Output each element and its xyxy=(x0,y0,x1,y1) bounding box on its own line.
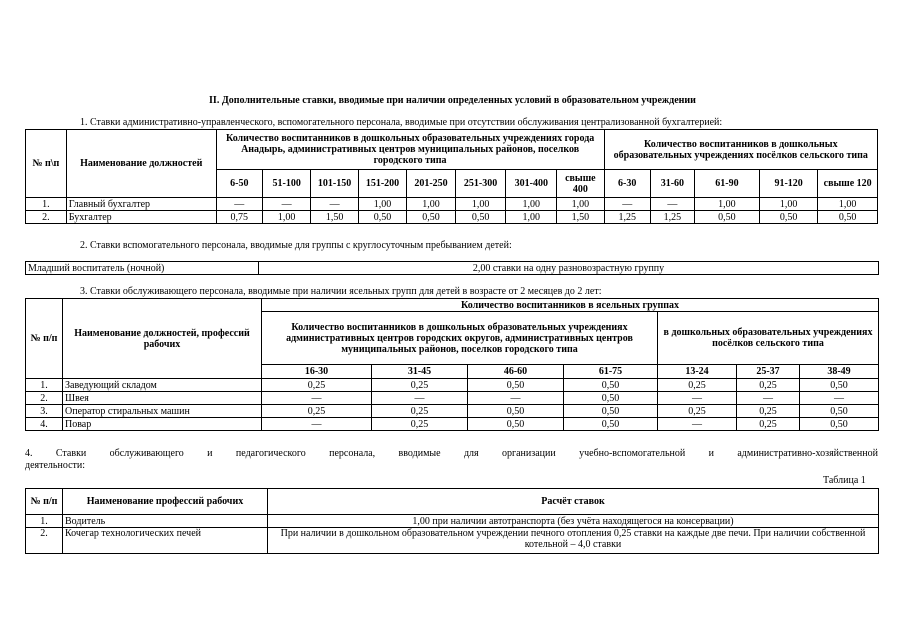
table-row xyxy=(26,392,879,405)
cell-value: — xyxy=(311,198,358,211)
row-num: 1. xyxy=(26,379,63,392)
cell-value: 0,50 xyxy=(759,211,817,224)
cell-value: 1,00 xyxy=(262,211,310,224)
group-city-header: Количество воспитанников в дошкольных образовательных учреждениях города Анадырь, административных центров муниципальных районов, поселков городского типа xyxy=(216,130,604,170)
range-header: 13-24 xyxy=(658,365,737,379)
row-num: 3. xyxy=(26,405,63,418)
cell-value: 1,00 xyxy=(506,198,557,211)
cell-value: 0,25 xyxy=(737,405,800,418)
cell-value: — xyxy=(658,392,737,405)
table-row xyxy=(26,515,879,528)
cell-value: — xyxy=(262,418,372,431)
row-num: 2. xyxy=(26,211,67,224)
cell-value: 0,50 xyxy=(800,418,879,431)
range-header: 16-30 xyxy=(262,365,372,379)
workers-table xyxy=(25,488,879,554)
table-row xyxy=(26,379,879,392)
cell-value: — xyxy=(650,198,694,211)
cell-value: 1,50 xyxy=(557,211,604,224)
cell-value: 0,25 xyxy=(658,379,737,392)
cell-value: 1,00 xyxy=(407,198,455,211)
cell-value: — xyxy=(216,198,262,211)
range-header: свыше 400 xyxy=(557,170,604,198)
group-all-header: Количество воспитанников в ясельных группах xyxy=(262,299,879,312)
cell-value: 0,50 xyxy=(818,211,878,224)
cell-value: — xyxy=(262,392,372,405)
cell-value: 0,50 xyxy=(800,379,879,392)
range-header: 251-300 xyxy=(455,170,506,198)
range-header: 31-60 xyxy=(650,170,694,198)
staff-admin-table xyxy=(25,129,878,224)
table-row xyxy=(26,405,879,418)
page-title: II. Дополнительные ставки, вводимые при наличии определенных условий в образовательном учреждении xyxy=(209,95,696,106)
range-header: 91-120 xyxy=(759,170,817,198)
table-row xyxy=(26,262,879,275)
table-row xyxy=(26,528,879,554)
cell-value: 0,50 xyxy=(468,405,564,418)
cell-value: 1,00 xyxy=(759,198,817,211)
range-header: 6-30 xyxy=(604,170,650,198)
cell-value: 1,50 xyxy=(311,211,358,224)
cell-value: 0,50 xyxy=(407,211,455,224)
row-name: Швея xyxy=(63,392,262,405)
cell-value: 1,00 xyxy=(506,211,557,224)
table-label: Таблица 1 xyxy=(823,475,866,486)
cell-value: 1,25 xyxy=(604,211,650,224)
range-header: 201-250 xyxy=(407,170,455,198)
group-city-header: Количество воспитанников в дошкольных образовательных учреждениях административных центров городских округов, административных центров муниципальных районов, поселков городского типа xyxy=(262,312,658,365)
row-name: Кочегар технологических печей xyxy=(63,528,268,554)
cell-value: 0,25 xyxy=(658,405,737,418)
cell-value: 0,25 xyxy=(372,405,468,418)
range-header: 31-45 xyxy=(372,365,468,379)
cell-value: — xyxy=(658,418,737,431)
row-name: Главный бухгалтер xyxy=(66,198,216,211)
range-header: 101-150 xyxy=(311,170,358,198)
cell-value: 0,25 xyxy=(262,379,372,392)
cell-value: 0,50 xyxy=(800,405,879,418)
cell-value: 0,25 xyxy=(372,418,468,431)
range-header: 25-37 xyxy=(737,365,800,379)
col-num-header: № п/п xyxy=(26,489,63,515)
night-staff-table xyxy=(25,261,879,275)
range-header: 46-60 xyxy=(468,365,564,379)
col-name-header: Наименование профессий рабочих xyxy=(63,489,268,515)
cell-value: 0,50 xyxy=(564,405,658,418)
cell-value: 0,50 xyxy=(694,211,759,224)
cell-value: 1,00 xyxy=(455,198,506,211)
row-num: 2. xyxy=(26,392,63,405)
section1-heading: 1. Ставки административно-управленческого, вспомогательного персонала, вводимые при отсутствии обслуживания централизованной бухгалтерией: xyxy=(80,117,723,128)
range-header: свыше 120 xyxy=(818,170,878,198)
range-header: 61-90 xyxy=(694,170,759,198)
range-header: 61-75 xyxy=(564,365,658,379)
cell-value: 1,00 xyxy=(818,198,878,211)
cell-value: — xyxy=(372,392,468,405)
col-num-header: № п\п xyxy=(26,130,67,198)
col-name-header: Наименование должностей xyxy=(66,130,216,198)
row-name: Повар xyxy=(63,418,262,431)
row-name: Бухгалтер xyxy=(66,211,216,224)
table-row xyxy=(26,211,878,224)
cell-value: — xyxy=(737,392,800,405)
cell-value: 0,25 xyxy=(737,418,800,431)
row-num: 1. xyxy=(26,515,63,528)
col-name-header: Наименование должностей, профессий рабочих xyxy=(63,299,262,379)
cell-value: 0,50 xyxy=(564,418,658,431)
cell-value: 0,50 xyxy=(455,211,506,224)
cell-value: 2,00 ставки на одну разновозрастную группу xyxy=(259,262,879,275)
cell-value: 0,25 xyxy=(372,379,468,392)
table-row xyxy=(26,198,878,211)
group-rural-header: Количество воспитанников в дошкольных образовательных учреждениях посёлков сельского типа xyxy=(604,130,877,170)
section4-heading-cont: деятельности: xyxy=(25,460,86,471)
row-calc: При наличии в дошкольном образовательном учреждении печного отопления 0,25 ставки на каждые две печи. При наличии собственной котельной – 4,0 ставки xyxy=(268,528,879,554)
row-calc: 1,00 при наличии автотранспорта (без учёта находящегося на консервации) xyxy=(268,515,879,528)
table-row xyxy=(26,418,879,431)
section2-heading: 2. Ставки вспомогательного персонала, вводимые для группы с круглосуточным пребыванием детей: xyxy=(80,240,512,251)
cell-value: 1,00 xyxy=(358,198,406,211)
nursery-staff-table xyxy=(25,298,879,431)
cell-value: — xyxy=(468,392,564,405)
row-num: 4. xyxy=(26,418,63,431)
cell-value: 0,50 xyxy=(564,392,658,405)
row-name: Оператор стиральных машин xyxy=(63,405,262,418)
row-num: 2. xyxy=(26,528,63,554)
cell-value: 1,00 xyxy=(694,198,759,211)
cell-value: — xyxy=(262,198,310,211)
col-calc-header: Расчёт ставок xyxy=(268,489,879,515)
cell-value: 1,25 xyxy=(650,211,694,224)
cell-value: — xyxy=(800,392,879,405)
section3-heading: 3. Ставки обслуживающего персонала, вводимые при наличии ясельных групп для детей в возрасте от 2 месяцев до 2 лет: xyxy=(80,286,602,297)
cell-value: 1,00 xyxy=(557,198,604,211)
range-header: 301-400 xyxy=(506,170,557,198)
group-rural-header: в дошкольных образовательных учреждениях посёлков сельского типа xyxy=(658,312,879,365)
row-name: Младший воспитатель (ночной) xyxy=(26,262,259,275)
row-name: Заведующий складом xyxy=(63,379,262,392)
range-header: 38-49 xyxy=(800,365,879,379)
cell-value: 0,50 xyxy=(468,418,564,431)
cell-value: 0,25 xyxy=(262,405,372,418)
range-header: 151-200 xyxy=(358,170,406,198)
cell-value: 0,50 xyxy=(564,379,658,392)
row-num: 1. xyxy=(26,198,67,211)
col-num-header: № п/п xyxy=(26,299,63,379)
cell-value: 0,75 xyxy=(216,211,262,224)
cell-value: — xyxy=(604,198,650,211)
cell-value: 0,50 xyxy=(468,379,564,392)
range-header: 51-100 xyxy=(262,170,310,198)
cell-value: 0,50 xyxy=(358,211,406,224)
section4-heading: 4. Ставки обслуживающего и педагогического персонала, вводимые для организации учебно-вспомогательной и административно-хозяйственной xyxy=(25,448,878,459)
range-header: 6-50 xyxy=(216,170,262,198)
row-name: Водитель xyxy=(63,515,268,528)
cell-value: 0,25 xyxy=(737,379,800,392)
